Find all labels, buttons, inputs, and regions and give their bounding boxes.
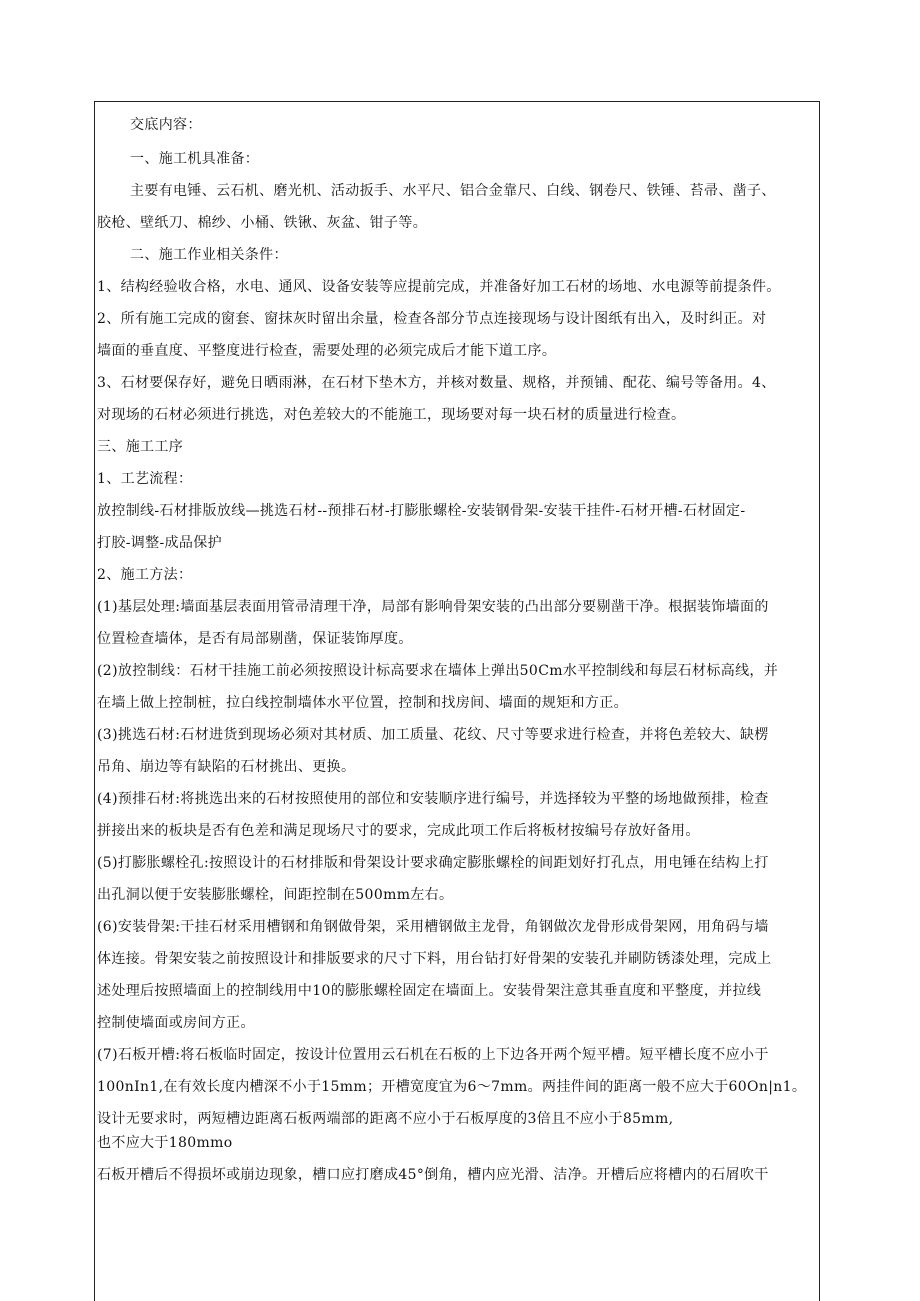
text-line: 出孔洞以便于安装膨胀螺栓，间距控制在500mm左右。 bbox=[97, 887, 454, 903]
text-line: 体连接。骨架安装之前按照设计和排版要求的尺寸下料，用台钻打好骨架的安装孔并刷防锈漆处理，完成上 bbox=[97, 951, 772, 967]
text-line: 胶枪、壁纸刀、棉纱、小桶、铁锹、灰盆、钳子等。 bbox=[97, 215, 428, 231]
text-line: 控制使墙面或房间方正。 bbox=[97, 1015, 255, 1031]
text-line: 打胶-调整-成品保护 bbox=[97, 535, 222, 551]
text-line: (2)放控制线：石材干挂施工前必须按照设计标高要求在墙体上弹出50Cm水平控制线和每层石材标高线，并 bbox=[97, 663, 779, 679]
text-line: 2、所有施工完成的窗套、窗抹灰时留出余量，检查各部分节点连接现场与设计图纸有出入，及时纠正。对 bbox=[97, 311, 767, 327]
text-line: 三、施工工序 bbox=[97, 439, 184, 455]
text-line: 对现场的石材必须进行挑选，对色差较大的不能施工，现场要对每一块石材的质量进行检查。 bbox=[97, 407, 686, 423]
text-line: 在墙上做上控制桩，拉白线控制墙体水平位置，控制和找房间、墙面的规矩和方正。 bbox=[97, 695, 628, 711]
text-line: 石板开槽后不得损坏或崩边现象，槽口应打磨成45°倒角，槽内应光滑、洁净。开槽后应将槽内的石屑吹干 bbox=[97, 1167, 769, 1183]
text-line: 吊角、崩边等有缺陷的石材挑出、更换。 bbox=[97, 759, 356, 775]
text-line: 二、施工作业相关条件： bbox=[130, 247, 288, 263]
text-line: 1、结构经验收合格，水电、通风、设备安装等应提前完成，并准备好加工石材的场地、水电源等前提条件。 bbox=[97, 279, 781, 295]
text-line: (5)打膨胀螺栓孔:按照设计的石材排版和骨架设计要求确定膨胀螺栓的间距划好打孔点，用电锤在结构上打 bbox=[97, 855, 769, 871]
text-line: (7)石板开槽:将石板临时固定，按设计位置用云石机在石板的上下边各开两个短平槽。短平槽长度不应小于 bbox=[97, 1047, 769, 1063]
text-line: 述处理后按照墙面上的控制线用中10的膨胀螺栓固定在墙面上。安装骨架注意其垂直度和平整度，并拉线 bbox=[97, 983, 762, 999]
text-line: 墙面的垂直度、平整度进行检查，需要处理的必须完成后才能下道工序。 bbox=[97, 343, 557, 359]
text-line: 2、施工方法： bbox=[97, 567, 193, 583]
text-line: (1)基层处理:墙面基层表面用管帚清理干净，局部有影响骨架安装的凸出部分要剔凿干净。根据装饰墙面的 bbox=[97, 599, 769, 615]
text-line: 1、工艺流程： bbox=[97, 471, 193, 487]
text-line: 设计无要求时，两短槽边距离石板两端部的距离不应小于石板厚度的3倍且不应小于85mm, bbox=[97, 1111, 674, 1127]
text-line: 位置检查墙体，是否有局部剔凿，保证装饰厚度。 bbox=[97, 631, 413, 647]
text-line: 交底内容： bbox=[130, 117, 202, 133]
text-line: 一、施工机具准备： bbox=[130, 151, 260, 167]
text-line: 放控制线-石材排版放线—挑选石材--预排石材-打膨胀螺栓-安装钢骨架-安装干挂件-石材开槽-石材固定- bbox=[97, 503, 746, 519]
text-line: 100nIn1,在有效长度内槽深不小于15mm；开槽宽度宜为6～7mm。两挂件间的距离一般不应大于60On|n1。 bbox=[97, 1079, 807, 1095]
text-line: 也不应大于180mmo bbox=[97, 1135, 233, 1151]
text-line: 主要有电锤、云石机、磨光机、活动扳手、水平尺、铝合金靠尺、白线、钢卷尺、铁锤、苔帚、凿子、 bbox=[130, 183, 776, 199]
text-line: 拼接出来的板块是否有色差和满足现场尺寸的要求，完成此项工作后将板材按编号存放好备用。 bbox=[97, 823, 700, 839]
text-line: (3)挑选石材:石材进货到现场必须对其材质、加工质量、花纹、尺寸等要求进行检查，并将色差较大、缺楞 bbox=[97, 727, 769, 743]
text-line: (6)安装骨架:干挂石材采用槽钢和角钢做骨架，采用槽钢做主龙骨，角钢做次龙骨形成骨架网，用角码与墙 bbox=[97, 919, 769, 935]
text-line: (4)预排石材:将挑选出来的石材按照使用的部位和安装顺序进行编号，并选择较为平整的场地做预排，检查 bbox=[97, 791, 769, 807]
text-line: 3、石材要保存好，避免日晒雨淋，在石材下垫木方，并核对数量、规格，并预铺、配花、编号等备用。4、 bbox=[97, 375, 776, 391]
